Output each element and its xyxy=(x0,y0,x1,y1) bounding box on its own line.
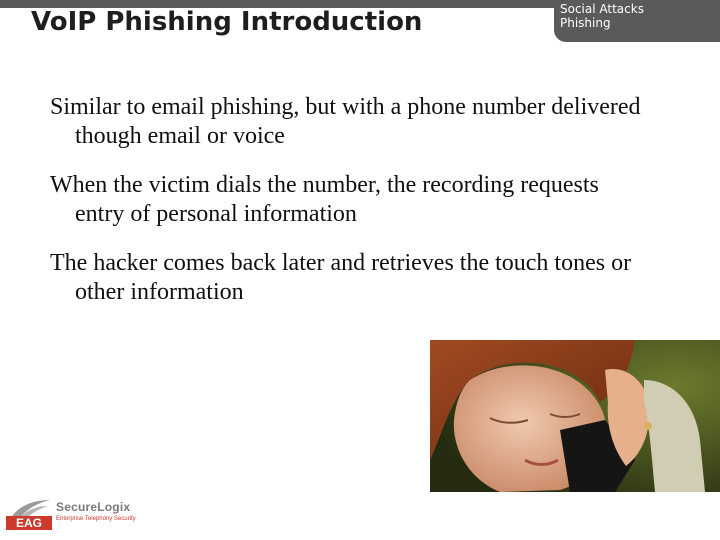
slide-title: VoIP Phishing Introduction xyxy=(31,7,423,37)
logo-brand-text: SecureLogix xyxy=(56,500,131,514)
logo-tagline: Enterprise Telephony Security xyxy=(56,516,136,522)
section-tag: Social Attacks Phishing xyxy=(560,2,644,30)
bullet-item: Similar to email phishing, but with a phone number delivered though email or voice xyxy=(50,94,641,149)
bullet-list xyxy=(50,93,650,327)
bullet-item: The hacker comes back later and retrieves the touch tones or other information xyxy=(50,250,632,305)
woman-holding-phone-photo xyxy=(430,340,720,492)
securelogix-logo xyxy=(4,494,136,534)
logo-emblem-text: EAG xyxy=(15,516,43,530)
eag-emblem-icon xyxy=(4,494,54,534)
bullet-item: When the victim dials the number, the recording requests entry of personal information xyxy=(50,172,599,227)
